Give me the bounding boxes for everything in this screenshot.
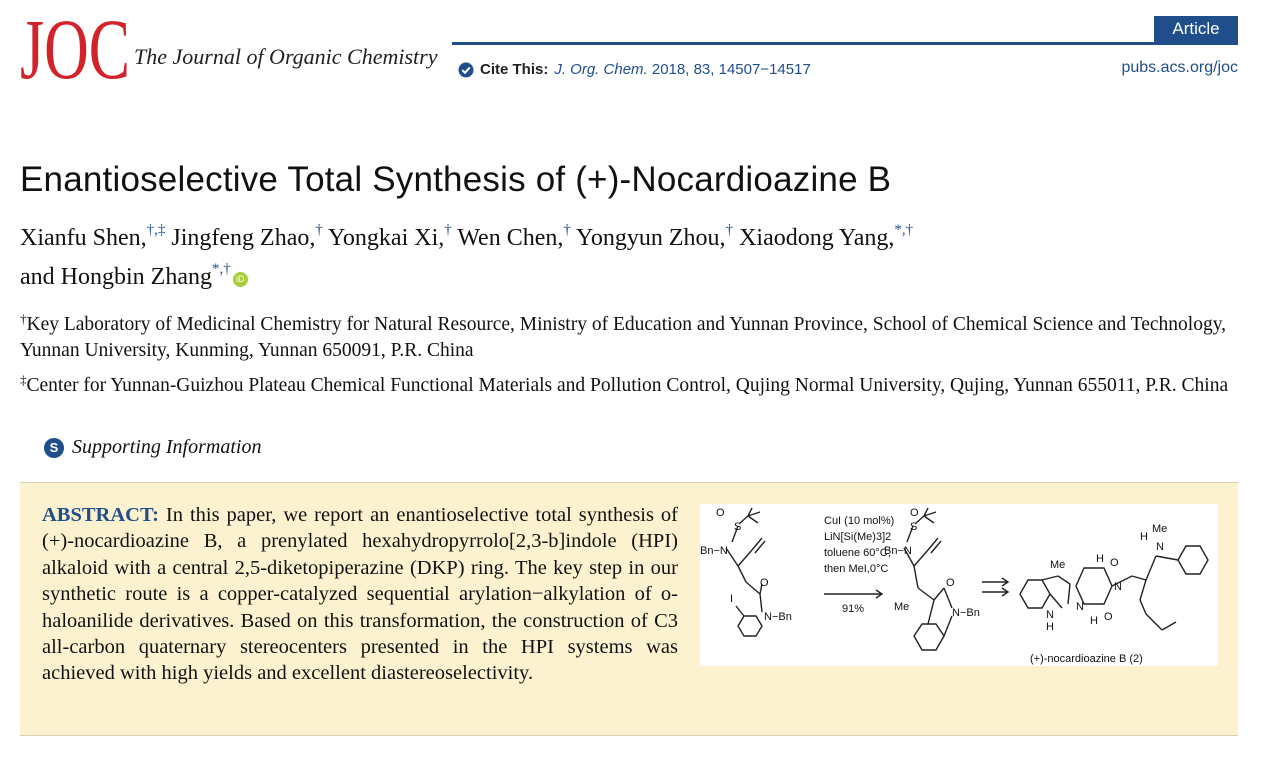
atom-label: N	[1076, 601, 1084, 613]
author[interactable]: Xianfu Shen,†,‡	[20, 222, 166, 251]
condition-text: CuI (10 mol%)	[824, 515, 895, 527]
atom-label: O	[716, 507, 725, 519]
atom-label: S	[734, 521, 742, 533]
supporting-info-label: Supporting Information	[72, 436, 262, 458]
yield-text: 91%	[842, 603, 865, 615]
check-circle-icon	[458, 62, 474, 78]
abstract-text: ABSTRACT: In this paper, we report an enantioselective total synthesis of (+)-nocardioazine B, a prenylated hexahydropyrrolo[2,3-b]indole (HPI) alkaloid with a central 2,5-diketopiperazine (DKP) ring. The key step in our synthetic route is a copper-catalyzed sequential arylation−alkylation of o-haloanilide derivatives. Based on this transformation, the construction of C3 all-carbon quaternary stereocenters presented in the HPI systems was achieved with high yields and excellent diastereoselectivity.	[42, 504, 679, 685]
atom-label: H	[1090, 615, 1098, 627]
atom-label: Me	[894, 601, 910, 613]
atom-label: O	[1110, 557, 1119, 569]
condition-text: LiN[Si(Me)3]2	[824, 531, 892, 543]
author[interactable]: Jingfeng Zhao,†	[171, 222, 323, 251]
supporting-information-link[interactable]	[44, 436, 261, 459]
header-rule	[452, 42, 1238, 45]
atom-label: N	[1114, 581, 1122, 593]
atom-label: O	[910, 507, 919, 519]
journal-logo[interactable]	[20, 1, 132, 97]
atom-label: N−Bn	[952, 607, 980, 619]
article-title: Enantioselective Total Synthesis of (+)-Nocardioazine B	[20, 160, 892, 199]
supporting-info-icon: S	[44, 438, 64, 458]
atom-label: H	[1140, 531, 1148, 543]
atom-label: Bn−N	[700, 545, 728, 557]
author-list	[20, 216, 1240, 294]
atom-label: O	[946, 577, 955, 589]
atom-label: S	[910, 521, 918, 533]
atom-label: O	[760, 577, 769, 589]
condition-text: then MeI,0°C	[824, 563, 889, 575]
affiliation: ‡Center for Yunnan-Guizhou Plateau Chemical Functional Materials and Pollution Control, Qujing Normal University, Qujing, Yunnan 655011, P.R. China	[20, 372, 1229, 396]
cite-this[interactable]	[458, 61, 811, 78]
atom-label: O	[1104, 611, 1113, 623]
cite-reference[interactable]: J. Org. Chem. 2018, 83, 14507−14517	[554, 61, 811, 78]
article-type-badge: Article	[1154, 16, 1238, 42]
atom-label: H	[1096, 553, 1104, 565]
toc-graphic[interactable]	[700, 504, 1218, 666]
author[interactable]: Xiaodong Yang,*,†	[739, 222, 914, 251]
logo-text: JOC	[20, 1, 130, 97]
author[interactable]: and Hongbin Zhang*,†	[20, 261, 231, 290]
atom-label: Me	[1152, 523, 1168, 535]
cite-label: Cite This:	[480, 61, 549, 78]
atom-label: Bn−N	[884, 545, 912, 557]
journal-url-link[interactable]: pubs.acs.org/joc	[1121, 59, 1238, 76]
condition-text: toluene 60°C;	[824, 547, 891, 559]
atom-label: Me	[1050, 559, 1066, 571]
author[interactable]: Yongkai Xi,†	[327, 222, 452, 251]
affiliation: †Key Laboratory of Medicinal Chemistry for Natural Resource, Ministry of Education and Yunnan Province, School of Chemical Science and Technology, Yunnan University, Kunming, Yunnan 650091, P.R. China	[20, 311, 1227, 361]
author[interactable]: Yongyun Zhou,†	[575, 222, 734, 251]
author[interactable]: Wen Chen,†	[457, 222, 571, 251]
atom-label: I	[730, 593, 734, 605]
orcid-icon[interactable]: iD	[233, 272, 248, 287]
atom-label: H	[1046, 621, 1054, 633]
product-label: (+)-nocardioazine B (2)	[1030, 653, 1143, 665]
journal-name: The Journal of Organic Chemistry	[134, 44, 438, 69]
reaction-scheme	[700, 504, 1218, 666]
atom-label: N	[1046, 609, 1054, 621]
atom-label: N−Bn	[764, 611, 792, 623]
atom-label: N	[1156, 541, 1164, 553]
